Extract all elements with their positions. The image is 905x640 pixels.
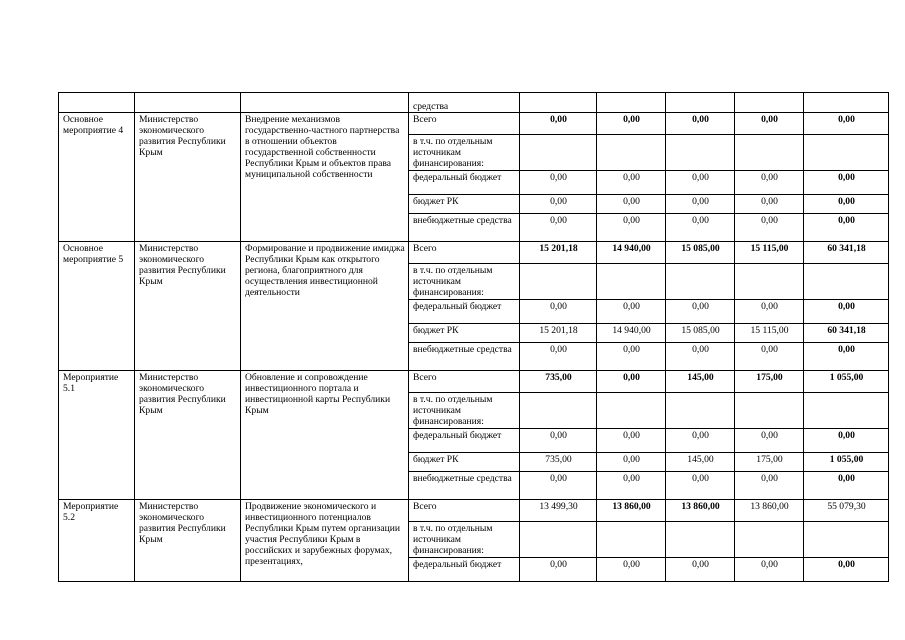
amount-cell: 0,00 <box>666 472 735 500</box>
source-label: Всего <box>409 371 520 393</box>
amount-cell: 735,00 <box>520 453 597 472</box>
source-label: бюджет РК <box>409 195 520 214</box>
amount-cell: 0,00 <box>666 558 735 582</box>
amount-cell: 13 499,30 <box>520 500 597 522</box>
empty-cell <box>59 93 135 113</box>
amount-cell <box>666 393 735 429</box>
source-label: внебюджетные средства <box>409 472 520 500</box>
amount-cell <box>735 393 804 429</box>
amount-cell: 0,00 <box>597 558 666 582</box>
amount-cell: 0,00 <box>520 214 597 242</box>
amount-cell: 175,00 <box>735 371 804 393</box>
amount-cell <box>597 264 666 300</box>
amount-cell: 0,00 <box>804 195 889 214</box>
amount-cell: 0,00 <box>597 195 666 214</box>
amount-cell <box>804 135 889 171</box>
amount-cell <box>666 522 735 558</box>
amount-cell: 0,00 <box>735 195 804 214</box>
amount-cell: 0,00 <box>520 113 597 135</box>
amount-cell: 0,00 <box>666 214 735 242</box>
amount-cell: 0,00 <box>804 214 889 242</box>
source-label: Всего <box>409 500 520 522</box>
financing-table <box>58 92 889 582</box>
amount-cell: 0,00 <box>597 429 666 453</box>
amount-cell <box>597 393 666 429</box>
empty-cell <box>135 93 241 113</box>
amount-cell: 0,00 <box>520 171 597 195</box>
empty-cell <box>520 93 597 113</box>
amount-cell: 0,00 <box>597 300 666 324</box>
source-label: бюджет РК <box>409 453 520 472</box>
source-label: внебюджетные средства <box>409 214 520 242</box>
amount-cell <box>804 522 889 558</box>
measure-code: Основное мероприятие 4 <box>59 113 135 242</box>
continuation-row <box>59 93 889 113</box>
amount-cell: 0,00 <box>666 429 735 453</box>
amount-cell: 60 341,18 <box>804 242 889 264</box>
amount-cell: 0,00 <box>520 300 597 324</box>
measure-code: Мероприятие 5.1 <box>59 371 135 500</box>
amount-cell: 0,00 <box>597 214 666 242</box>
amount-cell <box>804 264 889 300</box>
table-row <box>59 242 889 264</box>
source-label: Всего <box>409 113 520 135</box>
amount-cell: 0,00 <box>597 371 666 393</box>
source-label: в т.ч. по отдельным источникам финансирования: <box>409 135 520 171</box>
amount-cell: 0,00 <box>666 113 735 135</box>
empty-cell <box>804 93 889 113</box>
amount-cell <box>666 135 735 171</box>
source-label: бюджет РК <box>409 324 520 343</box>
table-row <box>59 371 889 393</box>
amount-cell: 14 940,00 <box>597 242 666 264</box>
amount-cell <box>520 264 597 300</box>
source-label: в т.ч. по отдельным источникам финансирования: <box>409 264 520 300</box>
amount-cell: 0,00 <box>804 472 889 500</box>
amount-cell: 0,00 <box>520 429 597 453</box>
amount-cell: 13 860,00 <box>735 500 804 522</box>
amount-cell: 15 085,00 <box>666 242 735 264</box>
amount-cell: 0,00 <box>666 300 735 324</box>
amount-cell: 0,00 <box>804 171 889 195</box>
measure-description: Формирование и продвижение имиджа Республики Крым как открытого региона, благоприятного для осуществления инвестиционной деятельности <box>241 242 409 371</box>
amount-cell: 0,00 <box>735 171 804 195</box>
amount-cell: 0,00 <box>666 195 735 214</box>
amount-cell: 0,00 <box>520 472 597 500</box>
amount-cell: 0,00 <box>597 113 666 135</box>
source-label: федеральный бюджет <box>409 300 520 324</box>
amount-cell: 0,00 <box>597 343 666 371</box>
empty-cell <box>666 93 735 113</box>
amount-cell: 0,00 <box>804 429 889 453</box>
source-label: средства <box>409 93 520 113</box>
amount-cell: 0,00 <box>804 300 889 324</box>
amount-cell: 1 055,00 <box>804 371 889 393</box>
amount-cell: 14 940,00 <box>597 324 666 343</box>
amount-cell: 13 860,00 <box>597 500 666 522</box>
amount-cell: 0,00 <box>520 558 597 582</box>
amount-cell <box>735 264 804 300</box>
amount-cell: 0,00 <box>735 300 804 324</box>
executor-cell: Министерство экономического развития Республики Крым <box>135 242 241 371</box>
document-page <box>58 92 889 582</box>
table-row <box>59 500 889 522</box>
executor-cell: Министерство экономического развития Республики Крым <box>135 113 241 242</box>
empty-cell <box>597 93 666 113</box>
amount-cell: 145,00 <box>666 453 735 472</box>
source-label: в т.ч. по отдельным источникам финансирования: <box>409 393 520 429</box>
table-row <box>59 113 889 135</box>
amount-cell: 735,00 <box>520 371 597 393</box>
amount-cell <box>520 135 597 171</box>
amount-cell <box>804 393 889 429</box>
amount-cell: 0,00 <box>735 113 804 135</box>
amount-cell: 1 055,00 <box>804 453 889 472</box>
measure-description: Обновление и сопровождение инвестиционного портала и инвестиционной карты Республики Крым <box>241 371 409 500</box>
amount-cell: 13 860,00 <box>666 500 735 522</box>
amount-cell: 0,00 <box>597 472 666 500</box>
source-label: федеральный бюджет <box>409 171 520 195</box>
amount-cell: 15 085,00 <box>666 324 735 343</box>
amount-cell: 0,00 <box>597 171 666 195</box>
table-body <box>59 93 889 582</box>
source-label: внебюджетные средства <box>409 343 520 371</box>
amount-cell: 0,00 <box>520 343 597 371</box>
amount-cell <box>666 264 735 300</box>
source-label: федеральный бюджет <box>409 429 520 453</box>
amount-cell: 0,00 <box>666 343 735 371</box>
amount-cell: 0,00 <box>735 343 804 371</box>
measure-description: Внедрение механизмов государственно-частного партнерства в отношении объектов государственной собственности Республики Крым и объектов права муниципальной собственности <box>241 113 409 242</box>
amount-cell: 15 201,18 <box>520 242 597 264</box>
source-label: Всего <box>409 242 520 264</box>
amount-cell: 0,00 <box>804 343 889 371</box>
amount-cell <box>597 522 666 558</box>
amount-cell <box>520 393 597 429</box>
amount-cell: 0,00 <box>735 472 804 500</box>
amount-cell <box>735 522 804 558</box>
empty-cell <box>735 93 804 113</box>
amount-cell: 0,00 <box>520 195 597 214</box>
amount-cell: 15 115,00 <box>735 324 804 343</box>
executor-cell: Министерство экономического развития Республики Крым <box>135 371 241 500</box>
amount-cell: 55 079,30 <box>804 500 889 522</box>
amount-cell: 0,00 <box>735 214 804 242</box>
amount-cell: 15 115,00 <box>735 242 804 264</box>
amount-cell: 60 341,18 <box>804 324 889 343</box>
amount-cell: 0,00 <box>804 113 889 135</box>
amount-cell: 0,00 <box>804 558 889 582</box>
measure-code: Основное мероприятие 5 <box>59 242 135 371</box>
measure-description: Продвижение экономического и инвестиционного потенциалов Республики Крым путем организации участия Республики Крым в российских и зарубежных форумах, презентациях, <box>241 500 409 582</box>
measure-code: Мероприятие 5.2 <box>59 500 135 582</box>
amount-cell: 145,00 <box>666 371 735 393</box>
empty-cell <box>241 93 409 113</box>
amount-cell <box>735 135 804 171</box>
amount-cell: 0,00 <box>735 558 804 582</box>
amount-cell: 15 201,18 <box>520 324 597 343</box>
executor-cell: Министерство экономического развития Республики Крым <box>135 500 241 582</box>
amount-cell <box>520 522 597 558</box>
source-label: в т.ч. по отдельным источникам финансирования: <box>409 522 520 558</box>
amount-cell: 0,00 <box>597 453 666 472</box>
amount-cell: 0,00 <box>666 171 735 195</box>
amount-cell: 175,00 <box>735 453 804 472</box>
amount-cell <box>597 135 666 171</box>
amount-cell: 0,00 <box>735 429 804 453</box>
source-label: федеральный бюджет <box>409 558 520 582</box>
